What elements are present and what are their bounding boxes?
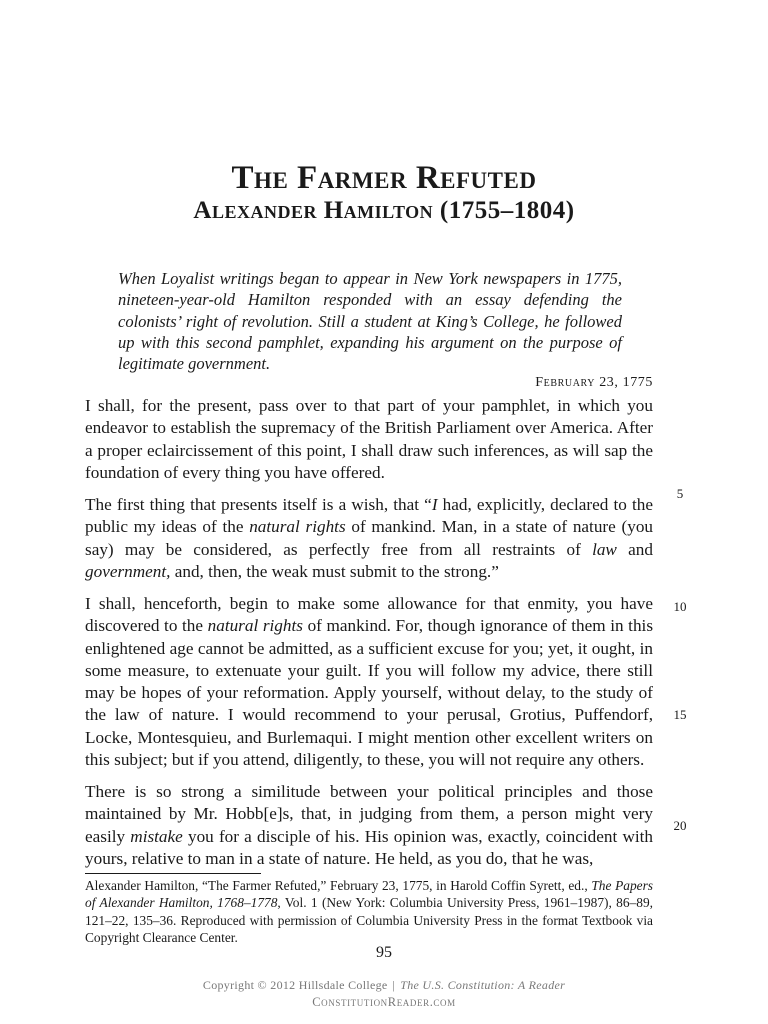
separator: | [392,978,396,992]
website-link[interactable]: ConstitutionReader.com [312,995,456,1009]
text-run: you for a disciple of his. His opinion was, exactly, coincident with yours, relative to man in a state of nature. He held, as you do, that he was, [85,826,653,869]
paragraph: I shall, for the present, pass over to that part of your pamphlet, in which you endeavor to establish the supremacy of the British Parliament over America. After a proper eclaircissement of this point, I shall draw such inferences, as will sap the foundation of every thing you have offered. [85,396,653,482]
text-run: and, then, the weak must submit to the strong.” [170,561,499,581]
emphasis: I [431,494,438,514]
book-title: The U.S. Constitution: A Reader [400,978,566,992]
source-footnote [85,877,653,947]
text-run: Alexander Hamilton, “The Farmer Refuted,” February 23, 1775, in Harold Coffin Syrett, ed., [85,878,592,893]
paragraph [85,781,653,870]
page-number: 95 [376,944,392,961]
introduction: When Loyalist writings began to appear in New York newspapers in 1775, nineteen-year-old Hamilton responded with an essay defending the colonists’ right of revolution. Still a student at King’s College, he followed up with this second pamphlet, expanding his argument on the purpose of legitimate government. [118,269,622,374]
footnote-divider [85,873,261,874]
text-run: of mankind. Man, in a state of nature (you say) may be considered, as perfectly free from all restraints of [85,517,654,559]
emphasis: natural rights [249,517,346,537]
text-run: , Vol. 1 (New York: Columbia University Press, 1961–1987), 86–89, 121–22, 135–36. Reproduced with permission of Columbia University Press in the format Textbook via Copyright Clearance Center. [85,895,654,946]
line-number: 5 [676,486,684,501]
text-run: had, explicitly, declared to the public my ideas of the [85,494,653,537]
line-number: 10 [673,599,687,614]
author-heading: Alexander Hamilton (1755–1804) [193,197,575,224]
emphasis: law [592,539,617,559]
text-run: I shall, henceforth, begin to make some allowance for that enmity, you have discovered to the [85,593,653,636]
body-text [85,395,653,880]
paragraph [85,593,653,771]
emphasis: government, [85,561,171,581]
emphasis: mistake [130,826,183,846]
text-run: and [616,539,653,559]
emphasis: natural rights [207,616,303,636]
copyright-line [0,978,768,993]
paragraph [85,494,653,583]
text-run: The first thing that presents itself is a wish, that “ [85,494,432,514]
emphasis: The Papers of Alexander Hamilton, 1768–1778 [85,878,654,911]
document-title: The Farmer Refuted [231,160,537,196]
text-run: There is so strong a similitude between your political principles and those maintained by Mr. Hobb[e]s, that, in judging from them, a person might very easily [85,782,653,846]
document-date: February 23, 1775 [535,375,653,390]
copyright-text: Copyright © 2012 Hillsdale College [202,978,388,992]
text-run: of mankind. For, though ignorance of them in this enlightened age cannot be admitted, as a sufficient excuse for you; yet, it ought, in some measure, to extenuate your guilt. If you will follow my advice, there still may be hopes of your reformation. Apply yourself, without delay, to the study of the law of nature. I would recommend to your perusal, Grotius, Puffendorf, Locke, Montesquieu, and Burlemaqui. I might mention other excellent writers on this subject; but if you attend, diligently, to these, you will not require any others. [85,616,654,770]
line-number: 15 [673,707,687,722]
line-number: 20 [673,818,687,833]
